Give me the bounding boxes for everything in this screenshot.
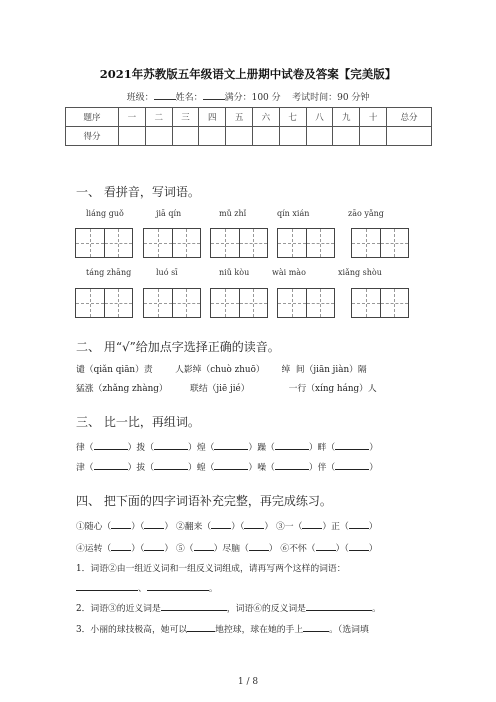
answer-blank[interactable] — [335, 440, 369, 450]
answer-blank[interactable] — [94, 460, 128, 470]
question-3: 3．小丽的球技极高，她可以 地控球，球在她的手上 。（选词填 — [76, 622, 369, 635]
question-1: 1．词语②由一组近义词和一组反义词组成，请再写两个这样的词语： — [76, 564, 346, 574]
score-table-header-row — [66, 108, 432, 127]
answer-blank[interactable] — [249, 541, 269, 551]
writing-grid[interactable] — [351, 288, 409, 318]
header-cell: 六 — [252, 108, 279, 127]
answer-blank[interactable] — [111, 541, 131, 551]
answer-blank[interactable] — [154, 460, 188, 470]
score-cell[interactable] — [279, 127, 306, 146]
page-number: 1 / 8 — [237, 677, 259, 687]
name-blank[interactable] — [203, 90, 225, 100]
score-cell[interactable] — [387, 127, 432, 146]
pinyin: luó sī — [156, 268, 178, 277]
pinyin: xiǎng shòu — [338, 268, 382, 277]
score-table — [65, 107, 432, 146]
page-title: 2021年苏教版五年级语文上册期中试卷及答案【完美版】 — [99, 67, 397, 81]
pinyin: liáng guǒ — [86, 209, 124, 218]
answer-blank[interactable] — [306, 601, 372, 611]
section-2-title: 二、 用“√”给加点字选择正确的读音。 — [76, 340, 280, 354]
score-cell[interactable] — [145, 127, 172, 146]
answer-blank[interactable] — [303, 622, 329, 632]
header-cell: 一 — [119, 108, 146, 127]
pinyin: qín xián — [277, 209, 310, 218]
writing-grid[interactable] — [75, 228, 133, 258]
answer-blank[interactable] — [316, 541, 336, 551]
answer-blank[interactable] — [349, 519, 369, 529]
class-blank[interactable] — [154, 90, 176, 100]
answer-blank[interactable] — [302, 519, 322, 529]
pinyin: jiā qín — [156, 209, 182, 218]
writing-grid[interactable] — [143, 228, 201, 258]
answer-blank[interactable] — [187, 622, 215, 632]
answer-blank[interactable] — [214, 460, 248, 470]
compare-line-1: 律（ ）拨（ ）煌（ ）躁（ ）畔（ ） — [76, 440, 378, 453]
score-cell[interactable] — [306, 127, 333, 146]
answer-blank[interactable] — [349, 541, 369, 551]
answer-blank[interactable] — [244, 519, 264, 529]
answer-blank[interactable] — [154, 440, 188, 450]
header-cell: 题序 — [66, 108, 119, 127]
answer-blank[interactable] — [275, 460, 309, 470]
answer-blank[interactable] — [144, 519, 164, 529]
header-cell: 七 — [279, 108, 306, 127]
class-label: 班级： — [126, 93, 154, 103]
header-cell: 四 — [199, 108, 226, 127]
question-2: 2．词语③的近义词是 ，词语⑥的反义词是 。 — [76, 601, 381, 614]
idiom-line-2: ④运转（ ）（ ） ⑤（ ）尽脑（ ） ⑥不怀（ ）（ ） — [76, 541, 378, 554]
answer-blank[interactable] — [144, 541, 164, 551]
reading-line-2: 猛涨（zhǎng zhàng） 联结（jiē jié） 一行（xíng háng）人 — [76, 384, 377, 394]
header-cell: 二 — [145, 108, 172, 127]
name-label: 姓名： — [175, 93, 203, 103]
answer-blank[interactable] — [94, 440, 128, 450]
answer-blank[interactable] — [111, 519, 131, 529]
pinyin: wài mào — [272, 268, 306, 277]
exam-time: 考试时间：90 分钟 — [292, 93, 370, 103]
pinyin: niǔ kòu — [219, 268, 250, 277]
pinyin: táng zhāng — [86, 268, 132, 277]
writing-grid[interactable] — [210, 288, 268, 318]
score-cell[interactable] — [172, 127, 199, 146]
answer-blank[interactable] — [335, 460, 369, 470]
exam-info — [0, 90, 496, 103]
writing-grid[interactable] — [75, 288, 133, 318]
section-3-title: 三、 比一比，再组词。 — [76, 415, 200, 429]
answer-blank[interactable] — [275, 440, 309, 450]
score-table-score-row — [66, 127, 432, 146]
section-1-title: 一、 看拼音，写词语。 — [76, 185, 200, 199]
score-cell[interactable] — [226, 127, 253, 146]
section-4-title: 四、 把下面的四字词语补充完整，再完成练习。 — [76, 494, 332, 508]
header-cell: 八 — [306, 108, 333, 127]
idiom-line-1: ①随心（ ）（ ） ②翻来（ ）（ ） ③一（ ）正（ ） — [76, 519, 378, 532]
score-cell[interactable] — [119, 127, 146, 146]
header-cell: 五 — [226, 108, 253, 127]
pinyin: mǔ zhǐ — [219, 209, 247, 218]
answer-blank[interactable] — [147, 581, 209, 591]
answer-blank[interactable] — [76, 581, 138, 591]
score-label-cell: 得分 — [66, 127, 119, 146]
answer-blank[interactable] — [194, 541, 214, 551]
header-cell: 三 — [172, 108, 199, 127]
answer-blank[interactable] — [211, 519, 231, 529]
header-cell: 九 — [333, 108, 360, 127]
writing-grid[interactable] — [143, 288, 201, 318]
answer-blank[interactable] — [214, 440, 248, 450]
answer-blank[interactable] — [161, 601, 227, 611]
compare-line-2: 津（ ）拔（ ）蝗（ ）噪（ ）伴（ ） — [76, 460, 378, 473]
score-cell[interactable] — [199, 127, 226, 146]
writing-grid[interactable] — [277, 228, 335, 258]
writing-grid[interactable] — [351, 228, 409, 258]
score-cell[interactable] — [360, 127, 387, 146]
header-cell: 总分 — [387, 108, 432, 127]
score-total: 满分：100 分 — [224, 93, 281, 103]
score-cell[interactable] — [252, 127, 279, 146]
writing-grid[interactable] — [277, 288, 335, 318]
pinyin: zāo yǎng — [348, 209, 384, 218]
reading-line-1: 谴（qiǎn qiān）责 人影绰（chuò zhuō） 绰 间（jiān jiàn）隔 — [76, 365, 367, 375]
score-cell[interactable] — [333, 127, 360, 146]
header-cell: 十 — [360, 108, 387, 127]
writing-grid[interactable] — [210, 228, 268, 258]
question-1-answer: 、 。 — [76, 581, 218, 594]
